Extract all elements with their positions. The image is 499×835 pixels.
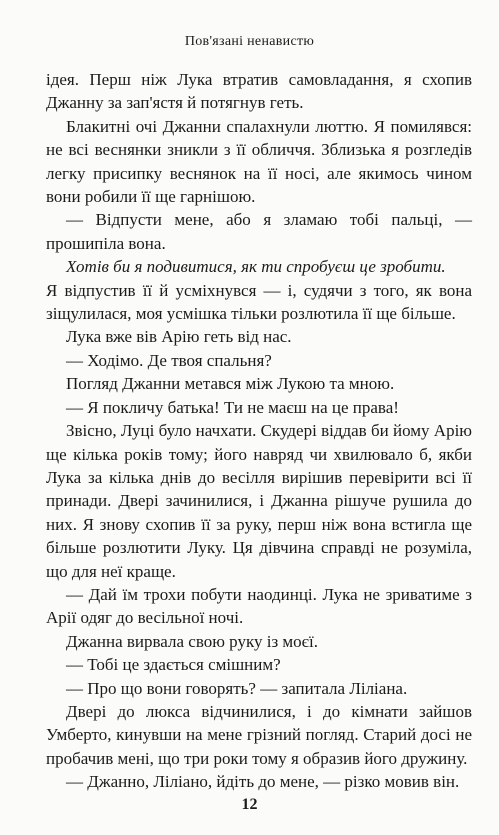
paragraph-1: ідея. Перш ніж Лука втратив самовладання, я схопив Джанну за зап'ястя й потягнув геть. [46,70,472,113]
running-header: Пов'язані ненавистю [184,34,315,49]
paragraph-9: — Я покличу батька! Ти не маєш на це права! [66,397,399,417]
paragraph-10: Звісно, Луці було начхати. Скудері віддав би йому Арію ще кілька років тому; його навряд чи хвилювало б, якби Лука за кілька днів до весілля вирішив перевірити всі її принади. Двері зачинилися, і Джанна рішуче рушила до них. Я знову схопив її за руку, перш ніж вона встигла ще більше розлютити Луку. Ця дівчина справді не розуміла, що для неї краще. [46,421,472,581]
page-number: 12 [241,796,258,813]
paragraph-2: Блакитні очі Джанни спалахнули люттю. Я помилявся: не всі веснянки зникли з її обличчя. Зблизька я розгледів легку присипку веснянок на її носі, але якимось чином вони робили її ще гарнішою. [46,116,472,207]
paragraph-7: — Ходімо. Де твоя спальня? [66,350,272,370]
paragraph-12: Джанна вирвала свою руку із моєї. [66,631,318,651]
paragraph-3: — Відпусти мене, або я зламаю тобі пальці, — прошипіла вона. [46,210,472,253]
paragraph-8: Погляд Джанни метався між Лукою та мною. [66,374,395,394]
body-text [46,68,472,794]
paragraph-11: — Дай їм трохи побути наодинці. Лука не зриватиме з Арії одяг до весільної ночі. [46,584,472,628]
paragraph-5: Я відпустив її й усміхнувся — і, судячи з того, як вона зіщулилася, моя усмішка тільки розлютила її ще більше. [46,280,472,324]
paragraph-13: — Тобі це здається смішним? [66,655,281,675]
paragraph-14: — Про що вони говорять? — запитала Ліліана. [66,678,408,698]
paragraph-15: Двері до люкса відчинилися, і до кімнати зайшов Умберто, кинувши на мене грізний погляд. Старий досі не пробачив мені, що три роки тому я образив його дружину. [46,701,472,768]
paragraph-4-italic-thought: Хотів би я подивитися, як ти спробуєш це зробити. [66,257,446,277]
paragraph-6: Лука вже вів Арію геть від нас. [66,327,292,347]
paragraph-16: — Джанно, Ліліано, йдіть до мене, — різко мовив він. [66,772,460,792]
